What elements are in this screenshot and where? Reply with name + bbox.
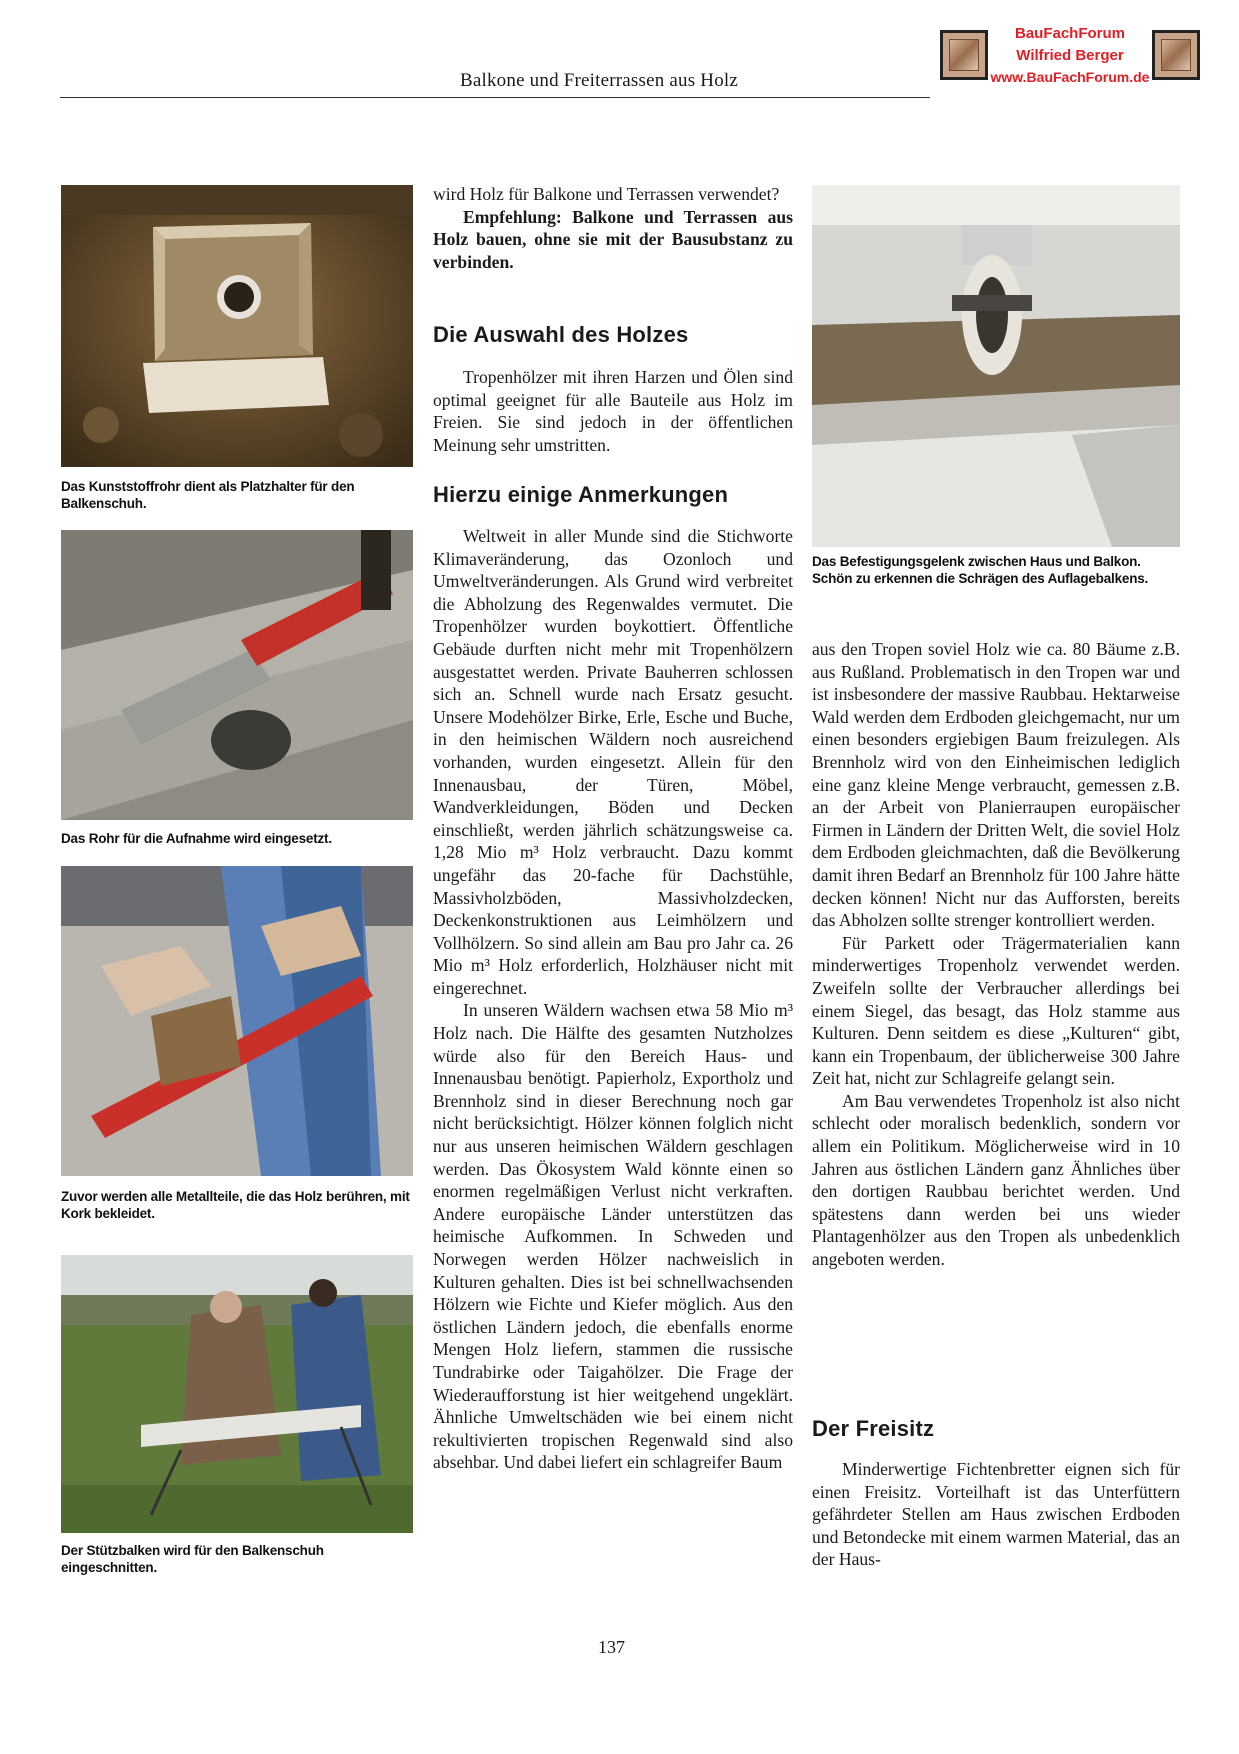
- middle-column-wood-selection: [433, 366, 793, 456]
- right-paragraph-1: aus den Tropen soviel Holz wie ca. 80 Bäume z.B. aus Rußland. Problematisch in den Tropen war und ist insbesondere der massive Raubbau. Hektarweise Wald werden dem Erdboden gleichgemacht, nur um einen besonders ergiebigen Baum freizulegen. Als Brennholz wird von den Einheimischen lediglich eine ganz kleine Menge verbraucht, gemessen z.B. an der Arbeit von Planierraupen europäischer Firmen in Ländern der Dritten Welt, die soviel Holz dem Erdboden gleichmachten, daß die Bevölkerung damit ihren Bedarf an Brennholz für 100 Jahre hätte decken können! Nicht nur das Aufforsten, bereits das Abholzen sollte strenger kontrolliert werden.: [812, 639, 1180, 931]
- logo-text: [988, 23, 1152, 87]
- logo-line-1: BauFachForum: [1014, 25, 1125, 43]
- right-column-freisitz: [812, 1458, 1180, 1571]
- page-number: 137: [598, 1637, 625, 1657]
- heading-remarks: Hierzu einige Anmerkungen: [433, 482, 729, 507]
- heading-freisitz: Der Freisitz: [812, 1416, 935, 1441]
- photo-pipe-inserted: [61, 530, 413, 820]
- intro-paragraph: wird Holz für Balkone und Terrassen verwendet?: [433, 184, 780, 204]
- remarks-paragraph-2: In unseren Wäldern wachsen etwa 58 Mio m³ Holz nach. Die Hälfte des gesamten Nutzholzes würde also für den Bereich Haus- und Innenausbau benötigt. Papierholz, Exportholz und Brennholz sind in dieser Berechnung noch gar nicht berücksichtigt. Hölzer können folglich nicht nur aus unseren heimischen Wäldern geschlagen werden. Das Ökosystem Wald könnte einen so enormen regelmäßigen Verlust nicht verkraften. Andere europäische Länder unterstützen das heimische Aufkommen. In Schweden und Norwegen werden Hölzer nachweislich in Kulturen gehalten. Dies ist bei schnellwachsenden Hölzern wie Fichte und Kiefer möglich. Aus den östlichen Ländern jedoch, die ebenfalls enorme Mengen Holz liefern, stammen die russische Tundrabirke oder Taigahölzer. Die Frage der Wiederaufforstung ist hier weitgehend ungeklärt. Ähnliche Umweltschäden wie bei einem nicht rekultivierten tropischen Regenwald sind also absehbar. Und dabei liefert ein schlagreifer Baum: [433, 1000, 793, 1473]
- right-paragraph-2: Für Parkett oder Trägermaterialien kann minderwertiges Tropenholz verwendet werden. Zweifeln sollte der Verbraucher allerdings bei einem Siegel, das besagt, das Holz stamme aus Kulturen. Denn seitdem es diese „Kulturen“ gibt, kann ein Tropenbaum, der üblicherweise 300 Jahre Zeit hat, nicht zur Schlagreife gelangt sein.: [812, 932, 1180, 1089]
- logo-left-emblem: [940, 30, 988, 80]
- publisher-logo[interactable]: [940, 18, 1200, 92]
- freisitz-paragraph: Minderwertige Fichtenbretter eignen sich für einen Freisitz. Vorteilhaft ist das Unterfüttern gefährdeter Stellen am Haus zwischen Erdboden und Betondecke mit einem warmen Material, das an der Haus-: [812, 1459, 1180, 1570]
- caption-photo-1: Das Kunststoffrohr dient als Platzhalter für den Balkenschuh.: [61, 479, 355, 511]
- photo-fastening-joint: [812, 185, 1180, 547]
- header-rule: [60, 97, 930, 98]
- photo-cork-cladding: [61, 866, 413, 1176]
- middle-column-remarks: [433, 525, 793, 1474]
- caption-photo-5: Das Befestigungsgelenk zwischen Haus und Balkon. Schön zu erkennen die Schrägen des Auflagebalkens.: [812, 554, 1149, 586]
- logo-right-emblem: [1152, 30, 1200, 80]
- right-column-text: [812, 638, 1180, 1271]
- caption-photo-2: Das Rohr für die Aufnahme wird eingesetzt.: [61, 831, 332, 846]
- remarks-paragraph-1: Weltweit in aller Munde sind die Stichworte Klimaveränderung, das Ozonloch und Umweltveränderungen. Als Grund wird verbreitet die Abholzung des Regenwaldes vermutet. Die Tropenhölzer wurden boykottiert. Öffentliche Gebäude durften nicht mehr mit Tropenhölzern ausgestattet werden. Private Bauherren schlossen sich an. Schnell wurde nach Ersatz gesucht. Unsere Modehölzer Birke, Erle, Esche und Buche, in den heimischen Wäldern noch ausreichend vorhanden, wurden eingesetzt. Allein für den Innenausbau, der Türen, Möbel, Wandverkleidungen, Böden und Decken einschließt, werden jährlich schätzungsweise ca. 1,28 Mio m³ Holz verbraucht. Dazu kommt ungefähr das 20-fache für Dachstühle, Massivholzböden, Massivholzdecken, Deckenkonstruktionen aus Leimhölzern und Vollhölzern. So sind allein am Bau pro Jahr ca. 26 Mio m³ Holz erforderlich, Holzhäuser nicht mit eingerechnet.: [433, 526, 793, 998]
- logo-line-2: Wilfried Berger: [1016, 46, 1124, 64]
- photo-beam-cutting: [61, 1255, 413, 1533]
- right-paragraph-3: Am Bau verwendetes Tropenholz ist also nicht schlecht oder moralisch bedenklich, sondern vor allem ein Politikum. Möglicherweise wird in 10 Jahren aus östlichen Ländern ganz Ähnliches über den dortigen Raubbau berichtet werden. Und spätestens dann werden bei uns wieder Plantagenhölzer aus den Tropen als unbedenklich angeboten werden.: [812, 1090, 1180, 1270]
- recommendation-paragraph: Empfehlung: Balkone und Terrassen aus Holz bauen, ohne sie mit der Bausubstanz zu verbinden.: [433, 206, 793, 272]
- middle-column-intro: [433, 183, 793, 273]
- wood-selection-paragraph: Tropenhölzer mit ihren Harzen und Ölen sind optimal geeignet für alle Bauteile aus Holz im Freien. Sie sind jedoch in der öffentlichen Meinung sehr umstritten.: [433, 367, 793, 455]
- caption-photo-4: Der Stützbalken wird für den Balkenschuh eingeschnitten.: [61, 1543, 324, 1575]
- heading-wood-selection: Die Auswahl des Holzes: [433, 322, 689, 347]
- photo-pipe-placeholder: [61, 185, 413, 467]
- caption-photo-3: Zuvor werden alle Metallteile, die das Holz berühren, mit Kork bekleidet.: [61, 1189, 410, 1221]
- logo-line-3: www.BauFachForum.de: [990, 68, 1150, 85]
- running-header-title: Balkone und Freiterrassen aus Holz: [460, 70, 739, 91]
